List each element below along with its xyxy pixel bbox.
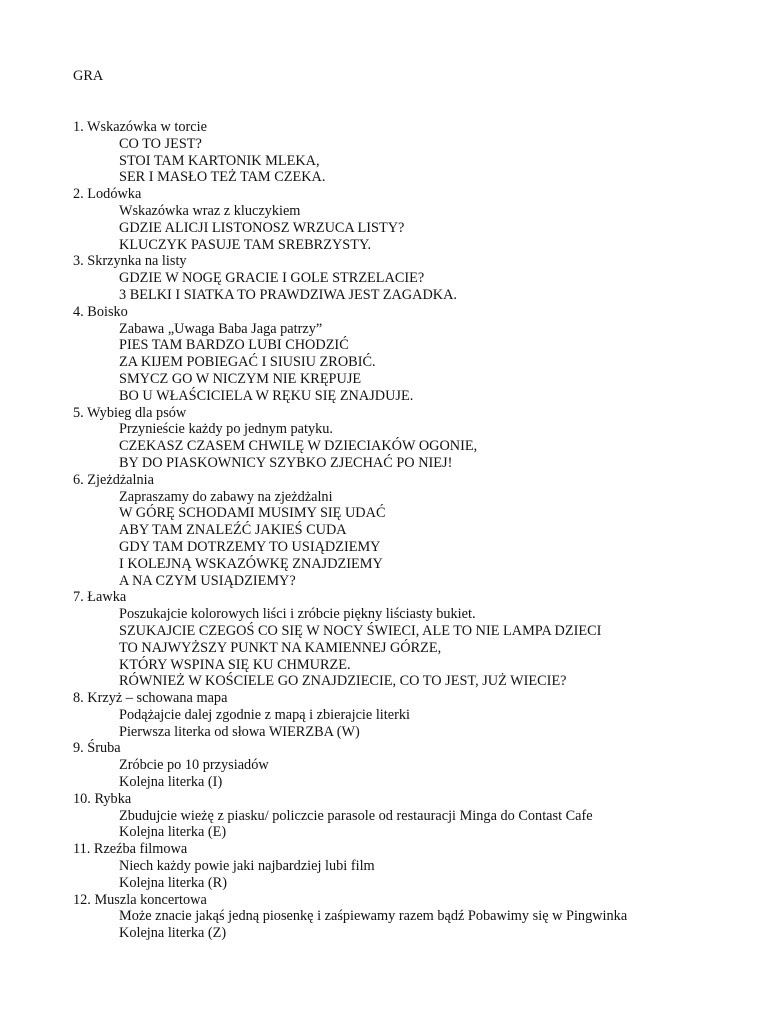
station-clue-line: A NA CZYM USIĄDZIEMY?: [119, 572, 296, 589]
station-clue-line: Kolejna literka (R): [119, 874, 227, 891]
station-clue-line: W GÓRĘ SCHODAMI MUSIMY SIĘ UDAĆ: [119, 505, 386, 522]
station-clue-line: Zapraszamy do zabawy na zjeżdżalni: [119, 488, 333, 505]
station-clue-line: Poszukajcie kolorowych liści i zróbcie piękny liściasty bukiet.: [119, 606, 476, 623]
station-clue-line: RÓWNIEŻ W KOŚCIELE GO ZNAJDZIECIE, CO TO JEST, JUŻ WIECIE?: [119, 673, 567, 690]
station-item: [73, 892, 753, 942]
station-item: [73, 253, 753, 303]
station-clue-line: CZEKASZ CZASEM CHWILĘ W DZIECIAKÓW OGONIE,: [119, 438, 478, 455]
station-item: [73, 304, 753, 405]
station-heading: 9. Śruba: [73, 740, 121, 757]
station-heading: 6. Zjeżdżalnia: [73, 471, 154, 488]
station-clue-line: GDZIE W NOGĘ GRACIE I GOLE STRZELACIE?: [119, 270, 425, 287]
station-heading: 1. Wskazówka w torcie: [73, 119, 207, 135]
station-clue-line: Wskazówka wraz z kluczykiem: [119, 202, 301, 219]
station-heading: 3. Skrzynka na listy: [73, 253, 187, 270]
station-clue-line: GDZIE ALICJI LISTONOSZ WRZUCA LISTY?: [119, 219, 405, 236]
game-stations-list: [73, 119, 753, 942]
station-clue-line: Zróbcie po 10 przysiadów: [119, 757, 269, 774]
station-heading: 5. Wybieg dla psów: [73, 404, 187, 421]
station-clue-line: GDY TAM DOTRZEMY TO USIĄDZIEMY: [119, 538, 381, 555]
station-heading: 7. Ławka: [73, 589, 127, 606]
station-clue-line: SER I MASŁO TEŻ TAM CZEKA.: [119, 169, 326, 186]
station-heading: 2. Lodówka: [73, 186, 142, 203]
station-clue-line: BO U WŁAŚCICIELA W RĘKU SIĘ ZNAJDUJE.: [119, 387, 414, 404]
station-clue-line: TO NAJWYŻSZY PUNKT NA KAMIENNEJ GÓRZE,: [119, 639, 442, 656]
station-clue-line: Podążajcie dalej zgodnie z mapą i zbierajcie literki: [119, 706, 410, 723]
station-clue-line: Przynieście każdy po jednym patyku.: [119, 421, 333, 438]
station-item: [73, 119, 753, 186]
station-clue-line: ABY TAM ZNALEŹĆ JAKIEŚ CUDA: [119, 522, 347, 539]
station-item: [73, 690, 753, 740]
station-item: [73, 472, 753, 590]
station-clue-line: KLUCZYK PASUJE TAM SREBRZYSTY.: [119, 236, 372, 253]
station-clue-line: Kolejna literka (Z): [119, 925, 227, 942]
station-item: [73, 589, 753, 690]
station-clue-line: BY DO PIASKOWNICY SZYBKO ZJECHAĆ PO NIEJ!: [119, 454, 453, 471]
station-heading: 8. Krzyż – schowana mapa: [73, 690, 228, 707]
station-clue-line: Kolejna literka (E): [119, 824, 227, 841]
document-title: GRA: [73, 68, 104, 84]
station-clue-line: 3 BELKI I SIATKA TO PRAWDZIWA JEST ZAGADKA.: [119, 286, 458, 303]
station-item: [73, 740, 753, 790]
station-clue-line: Kolejna literka (I): [119, 774, 223, 791]
station-clue-line: CO TO JEST?: [119, 135, 202, 152]
station-clue-line: Może znacie jakąś jedną piosenkę i zaśpiewamy razem bądź Pobawimy się w Pingwinka: [119, 908, 628, 925]
station-item: [73, 791, 753, 841]
station-clue-line: KTÓRY WSPINA SIĘ KU CHMURZE.: [119, 656, 351, 673]
station-heading: 4. Boisko: [73, 303, 128, 320]
station-clue-line: STOI TAM KARTONIK MLEKA,: [119, 152, 320, 169]
station-clue-line: SMYCZ GO W NICZYM NIE KRĘPUJE: [119, 370, 362, 387]
station-heading: 11. Rzeźba filmowa: [73, 841, 188, 858]
station-clue-line: SZUKAJCIE CZEGOŚ CO SIĘ W NOCY ŚWIECI, ALE TO NIE LAMPA DZIECI: [119, 622, 602, 639]
station-heading: 10. Rybka: [73, 790, 132, 807]
station-clue-line: I KOLEJNĄ WSKAZÓWKĘ ZNAJDZIEMY: [119, 555, 383, 572]
station-clue-line: Niech każdy powie jaki najbardziej lubi film: [119, 858, 375, 875]
station-clue-line: Pierwsza literka od słowa WIERZBA (W): [119, 723, 360, 740]
station-clue-line: Zbudujcie wieżę z piasku/ policzcie parasole od restauracji Minga do Contast Cafe: [119, 807, 593, 824]
station-clue-line: PIES TAM BARDZO LUBI CHODZIĆ: [119, 337, 349, 354]
station-clue-line: ZA KIJEM POBIEGAĆ I SIUSIU ZROBIĆ.: [119, 354, 376, 371]
station-item: [73, 186, 753, 253]
station-clue-line: Zabawa „Uwaga Baba Jaga patrzy”: [119, 320, 323, 337]
station-heading: 12. Muszla koncertowa: [73, 891, 207, 908]
station-item: [73, 841, 753, 891]
station-item: [73, 405, 753, 472]
